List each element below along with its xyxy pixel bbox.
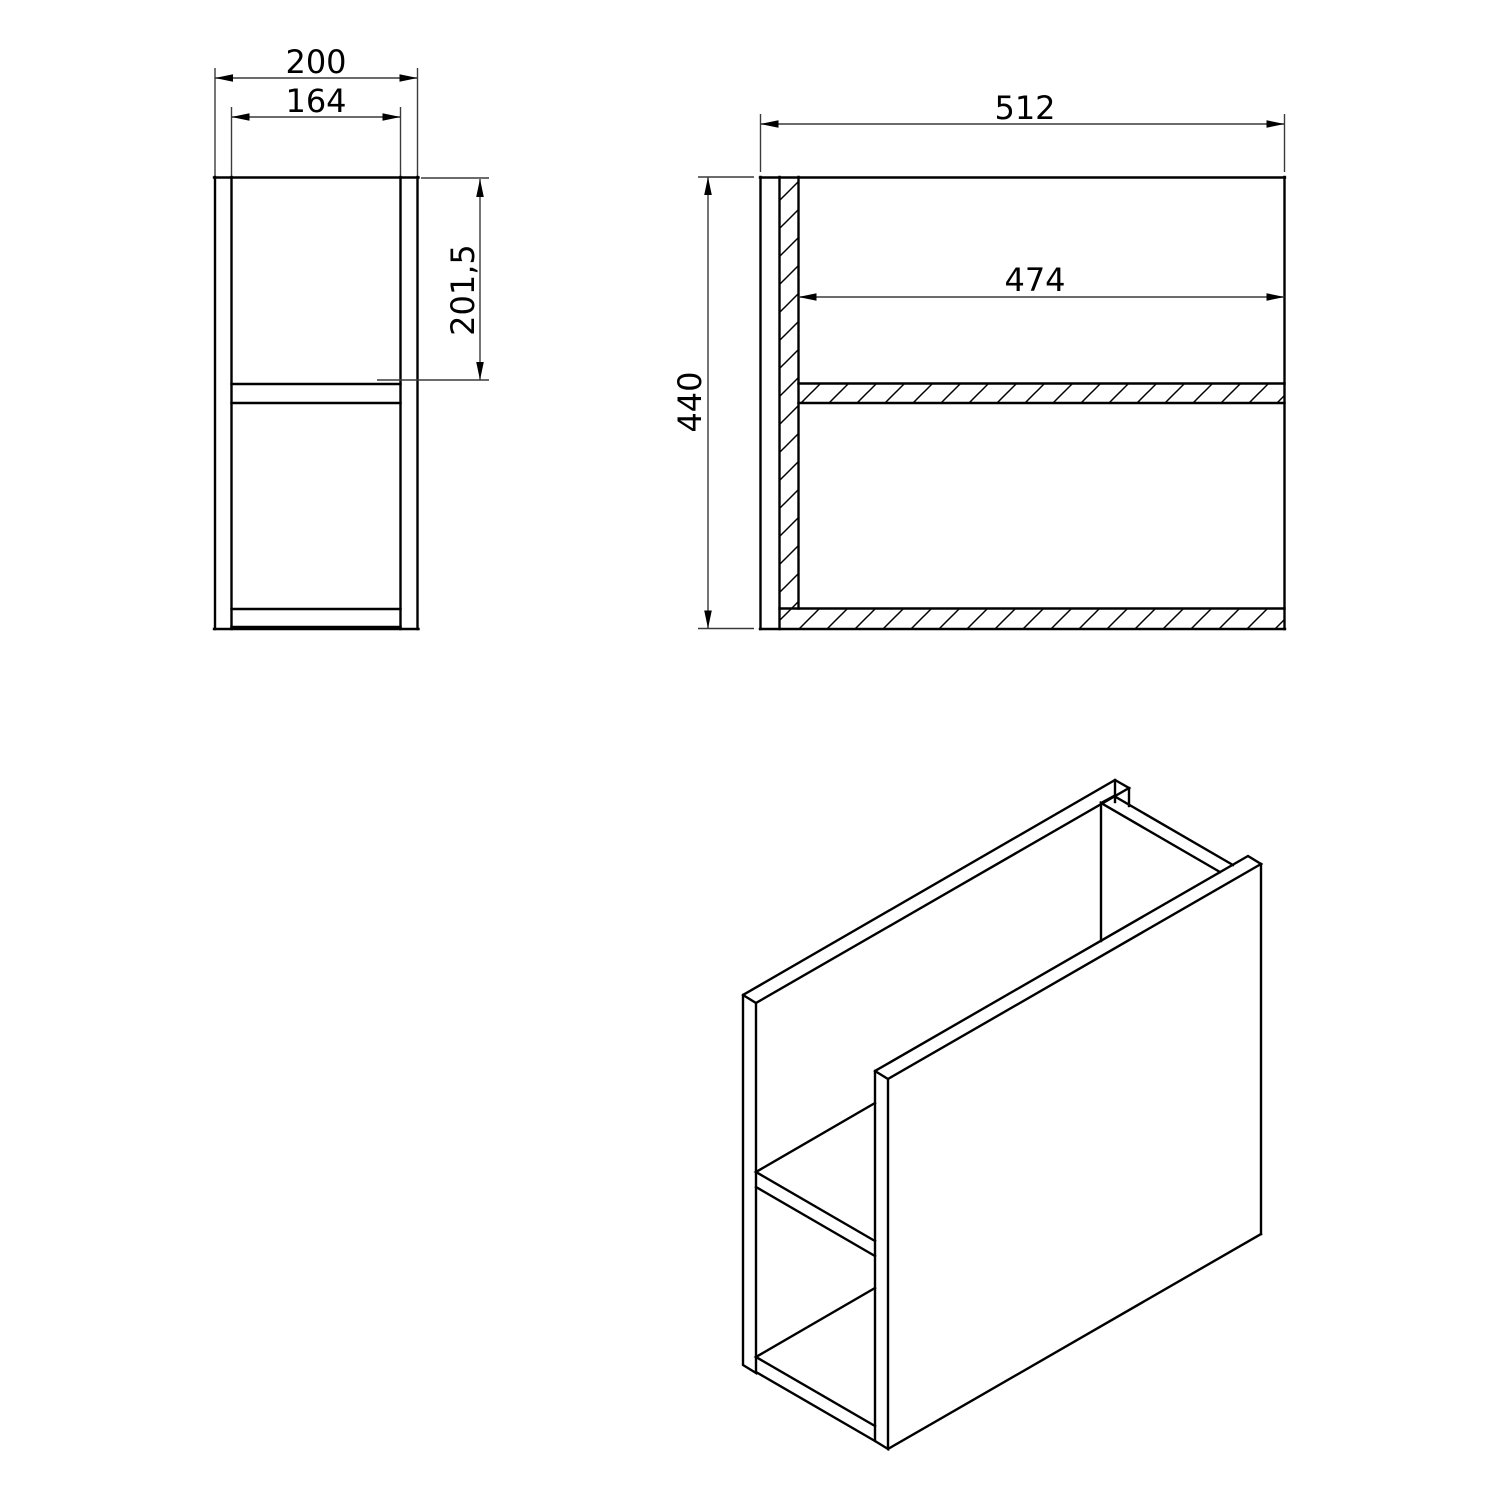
arrowhead-right [1267,293,1285,301]
arrowhead-bottom [476,362,484,380]
side-height-label: 440 [671,371,709,433]
isometric-view [743,780,1261,1449]
arrowhead-left [761,120,779,128]
side-view [671,89,1285,629]
right-side-panel [875,856,1261,1449]
back-panel-hatch [780,178,799,609]
front-view [214,43,489,629]
right-panel-bottom-edge [888,1234,1261,1449]
dimension-side-height [671,177,754,629]
arrowhead-left [215,74,233,82]
dimension-front-inner-width [232,82,401,176]
side-inner-depth-label: 474 [1004,261,1066,299]
front-outer-width-label: 200 [285,43,347,81]
front-cabinet-outline [214,177,419,629]
arrowhead-top [476,179,484,197]
arrowhead-right [400,74,418,82]
arrowhead-bottom [704,611,712,629]
front-top-to-shelf-label: 201,5 [444,244,482,336]
right-panel-top-front-cap [875,1071,888,1079]
arrowhead-right [383,113,401,121]
middle-shelf-front-bottom-edge [756,1187,875,1256]
side-cabinet-outline [760,177,1285,629]
dimension-side-inner-depth [799,261,1285,301]
middle-shelf-hatch [799,384,1285,404]
dimension-front-top-to-shelf [377,178,489,380]
left-side-panel [743,780,1129,1373]
arrowhead-left [232,113,250,121]
back-panel-top-edge [1101,796,1233,865]
arrowhead-left [799,293,817,301]
left-panel-top-front-cap [743,995,756,1003]
front-inner-width-label: 164 [285,82,347,120]
arrowhead-top [704,177,712,195]
bottom-shelf-hatch [780,609,1285,630]
bottom-shelf-front-bottom-edge [756,1372,875,1441]
side-outer-depth-label: 512 [994,89,1056,127]
arrowhead-right [1267,120,1285,128]
dimension-side-outer-depth [761,89,1285,172]
